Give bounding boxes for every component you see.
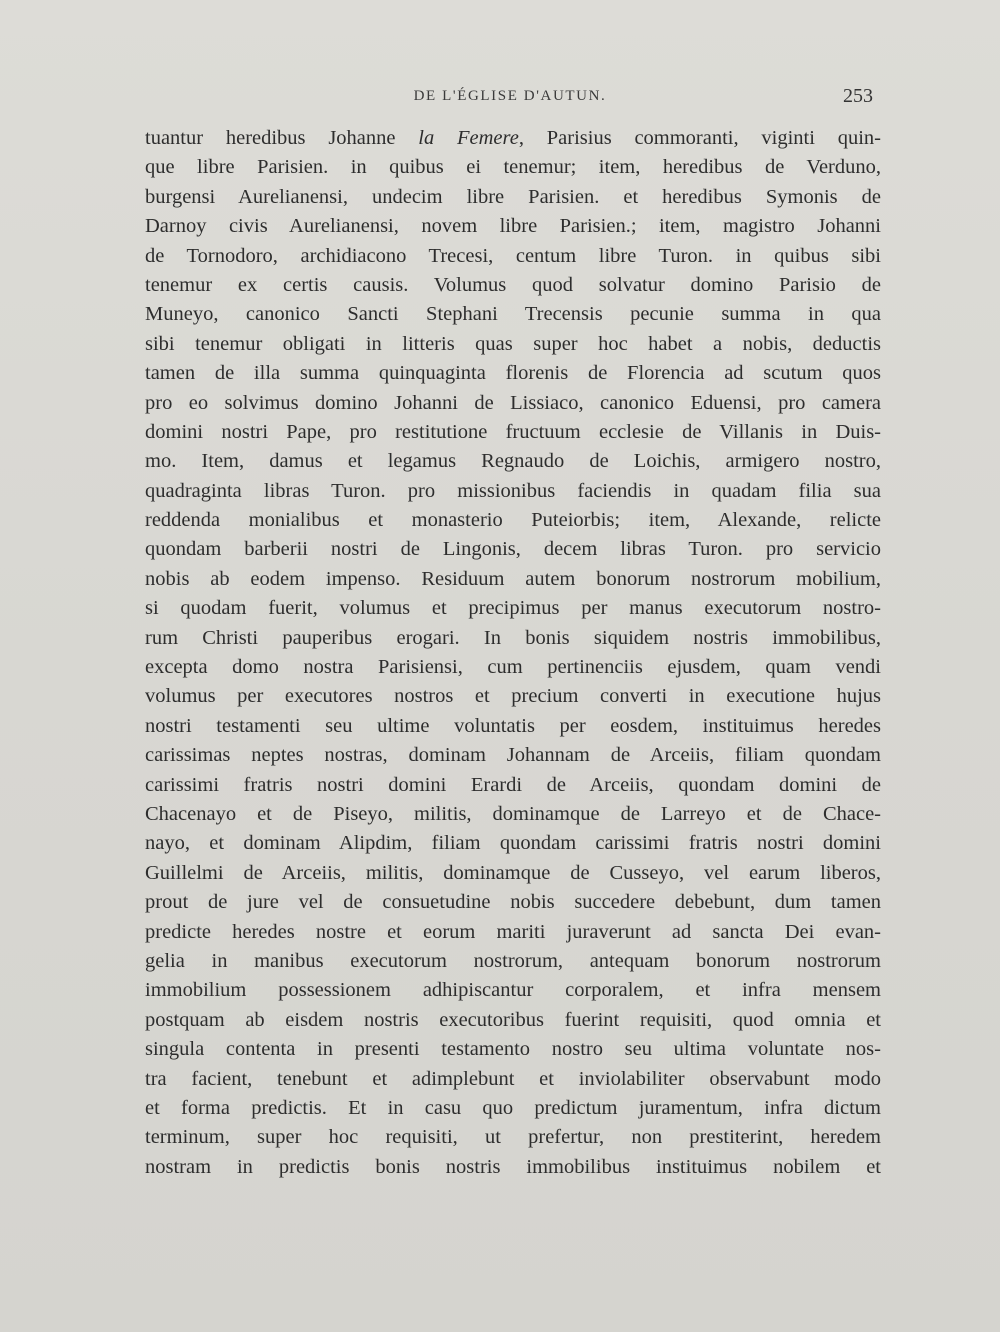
- text-line-segment: nostri testamenti seu ultime voluntatis per eosdem, instituimus heredes: [145, 714, 881, 737]
- text-line: [145, 653, 881, 682]
- text-line-segment: burgensi Aurelianensi, undecim libre Parisien. et heredibus Symonis de: [145, 185, 881, 208]
- text-line-segment: quadraginta libras Turon. pro missionibus faciendis in quadam filia sua: [145, 479, 881, 502]
- text-line: [145, 1035, 881, 1064]
- text-line: [145, 477, 881, 506]
- text-line: [145, 447, 881, 476]
- text-line-segment: nayo, et dominam Alipdim, filiam quondam carissimi fratris nostri domini: [145, 832, 881, 855]
- text-line-segment: quondam barberii nostri de Lingonis, decem libras Turon. pro servicio: [145, 538, 881, 561]
- text-line: [145, 888, 881, 917]
- text-line-segment: de Tornodoro, archidiacono Trecesi, centum libre Turon. in quibus sibi: [145, 244, 881, 267]
- text-line-segment: nostram in predictis bonis nostris immobilibus instituimus nobilem et: [145, 1155, 881, 1178]
- text-line-segment: mo. Item, damus et legamus Regnaudo de Loichis, armigero nostro,: [145, 450, 881, 473]
- running-head: [145, 85, 875, 112]
- text-line: [145, 976, 881, 1005]
- text-line-segment: excepta domo nostra Parisiensi, cum pertinenciis ejusdem, quam vendi: [145, 656, 881, 679]
- text-line: [145, 594, 881, 623]
- text-line: [145, 1153, 881, 1182]
- text-line-segment: tra facient, tenebunt et adimplebunt et inviolabiliter observabunt modo: [145, 1067, 881, 1090]
- text-line-segment: nobis ab eodem impenso. Residuum autem bonorum nostrorum mobilium,: [145, 567, 881, 590]
- text-line-segment: que libre Parisien. in quibus ei tenemur; item, heredibus de Verduno,: [145, 156, 881, 179]
- text-line-segment: sibi tenemur obligati in litteris quas super hoc habet a nobis, deductis: [145, 332, 881, 355]
- text-line: [145, 565, 881, 594]
- text-line: [145, 741, 881, 770]
- text-line-segment: Chacenayo et de Piseyo, militis, dominamque de Larreyo et de Chace-: [145, 802, 881, 825]
- text-line-segment: tamen de illa summa quinquaginta florenis de Florencia ad scutum quos: [145, 362, 881, 385]
- text-line: [145, 918, 881, 947]
- text-line-segment: si quodam fuerit, volumus et precipimus per manus executorum nostro-: [145, 597, 881, 620]
- text-line-segment: Muneyo, canonico Sancti Stephani Trecensis pecunie summa in qua: [145, 303, 881, 326]
- text-line: [145, 1065, 881, 1094]
- text-line: [145, 859, 881, 888]
- text-line: [145, 535, 881, 564]
- text-line-segment: Darnoy civis Aurelianensi, novem libre Parisien.; item, magistro Johanni: [145, 215, 881, 238]
- page-number: 253: [843, 85, 873, 107]
- text-line: [145, 682, 881, 711]
- text-line: [145, 153, 881, 182]
- text-line-segment: pro eo solvimus domino Johanni de Lissiaco, canonico Eduensi, pro camera: [145, 391, 881, 414]
- text-line-segment: et forma predictis. Et in casu quo predictum juramentum, infra dictum: [145, 1096, 881, 1119]
- text-line-italic: la Femere: [418, 127, 519, 149]
- text-line-segment: reddenda monialibus et monasterio Puteiorbis; item, Alexande, relicte: [145, 509, 881, 532]
- text-line: [145, 359, 881, 388]
- running-title: DE L'ÉGLISE D'AUTUN.: [413, 88, 607, 104]
- text-line-segment: terminum, super hoc requisiti, ut prefertur, non prestiterint, heredem: [145, 1126, 881, 1149]
- text-line-segment: Guillelmi de Arceiis, militis, dominamque de Cusseyo, vel earum liberos,: [145, 861, 881, 884]
- text-line-segment: carissimi fratris nostri domini Erardi de Arceiis, quondam domini de: [145, 773, 881, 796]
- text-line-segment: tenemur ex certis causis. Volumus quod solvatur domino Parisio de: [145, 273, 881, 296]
- text-line: [145, 712, 881, 741]
- text-line: [145, 389, 881, 418]
- text-line: [145, 330, 881, 359]
- text-line: [145, 800, 881, 829]
- text-line: [145, 124, 881, 153]
- text-line-segment: prout de jure vel de consuetudine nobis succedere debebunt, dum tamen: [145, 891, 881, 914]
- text-line: [145, 1094, 881, 1123]
- text-line: [145, 1006, 881, 1035]
- text-line-segment: rum Christi pauperibus erogari. In bonis siquidem nostris immobilibus,: [145, 626, 881, 649]
- text-line-segment: postquam ab eisdem nostris executoribus fuerint requisiti, quod omnia et: [145, 1008, 881, 1031]
- text-line: [145, 242, 881, 271]
- text-line: [145, 829, 881, 858]
- text-line-segment: carissimas neptes nostras, dominam Johannam de Arceiis, filiam quondam: [145, 744, 881, 767]
- text-line: [145, 418, 881, 447]
- text-line-segment: predicte heredes nostre et eorum mariti juraverunt ad sancta Dei evan-: [145, 920, 881, 943]
- text-line: [145, 506, 881, 535]
- body-text: [145, 124, 881, 1182]
- text-line-segment: immobilium possessionem adhipiscantur corporalem, et infra mensem: [145, 979, 881, 1002]
- text-line: [145, 947, 881, 976]
- text-line-segment: tuantur heredibus Johanne: [145, 127, 419, 149]
- text-line-segment: domini nostri Pape, pro restitutione fructuum ecclesie de Villanis in Duis-: [145, 420, 881, 443]
- text-line: [145, 271, 881, 300]
- text-line-segment: gelia in manibus executorum nostrorum, antequam bonorum nostrorum: [145, 949, 881, 972]
- text-line: [145, 212, 881, 241]
- text-line: [145, 624, 881, 653]
- text-line-segment: volumus per executores nostros et precium converti in executione hujus: [145, 685, 881, 708]
- text-line-segment: , Parisius commoranti, viginti quin-: [518, 127, 881, 149]
- text-line-segment: singula contenta in presenti testamento nostro seu ultima voluntate nos-: [145, 1038, 881, 1061]
- text-line: [145, 183, 881, 212]
- text-line: [145, 300, 881, 329]
- text-line: [145, 771, 881, 800]
- text-line: [145, 1123, 881, 1152]
